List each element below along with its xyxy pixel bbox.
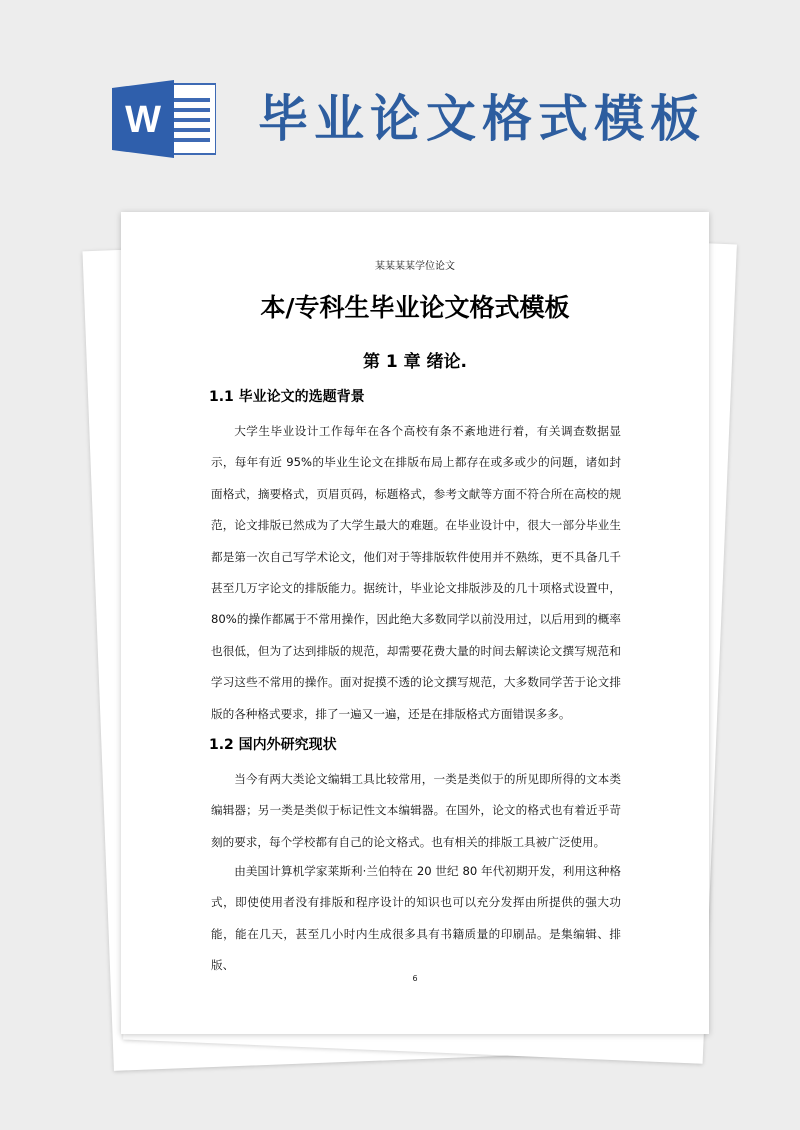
page-header: 某某某某学位论文 [375,261,455,272]
document-title: 本/专科生毕业论文格式模板 [260,293,570,322]
word-logo-letter: W [125,99,161,141]
section-heading: 1.2 国内外研究现状 [209,737,337,753]
chapter-heading: 第 1 章 绪论. [362,352,468,372]
page-number: 6 [412,974,418,983]
document-page [121,212,709,1034]
word-document-icon [112,80,216,158]
paragraph: 当今有两大类论文编辑工具比较常用，一类是类似于的所见即所得的文本类编辑器；另一类是类似于标记性文本编辑器。在国外，论文的格式也有着近乎苛刻的要求，每个学校都有自己的论文格式。也有相关的排版工具被广泛使用。 [211,772,621,849]
paragraph: 由美国计算机学家莱斯利·兰伯特在 20 世纪 80 年代初期开发，利用这种格式，即使使用者没有排版和程序设计的知识也可以充分发挥由所提供的强大功能，能在几天，甚至几小时内生成很多具有书籍质量的印刷品。是集编辑、排版、 [211,864,621,973]
banner-title: 毕业论文格式模板 [258,90,706,148]
section-heading: 1.1 毕业论文的选题背景 [209,389,365,405]
paragraph: 大学生毕业设计工作每年在各个高校有条不紊地进行着，有关调查数据显示，每年有近 95%的毕业生论文在排版布局上都存在或多或少的问题，诸如封面格式，摘要格式，页眉页码，标题格式，参考文献等方面不符合所在高校的规范，论文排版已然成为了大学生最大的难题。在毕业设计中，很大一部分毕业生都是第一次自己写学术论文，他们对于等排版软件使用并不熟练，更不具备几千甚至几万字论文的排版能力。据统计，毕业论文排版涉及的几十项格式设置中，80%的操作都属于不常用操作，因此绝大多数同学以前没用过，以后用到的概率也很低，但为了达到排版的规范，却需要花费大量的时间去解读论文撰写规范和学习这些不常用的操作。面对捉摸不透的论文撰写规范，大多数同学苦于论文排版的各种格式要求，排了一遍又一遍，还是在排版格式方面错误多多。 [211,424,621,721]
